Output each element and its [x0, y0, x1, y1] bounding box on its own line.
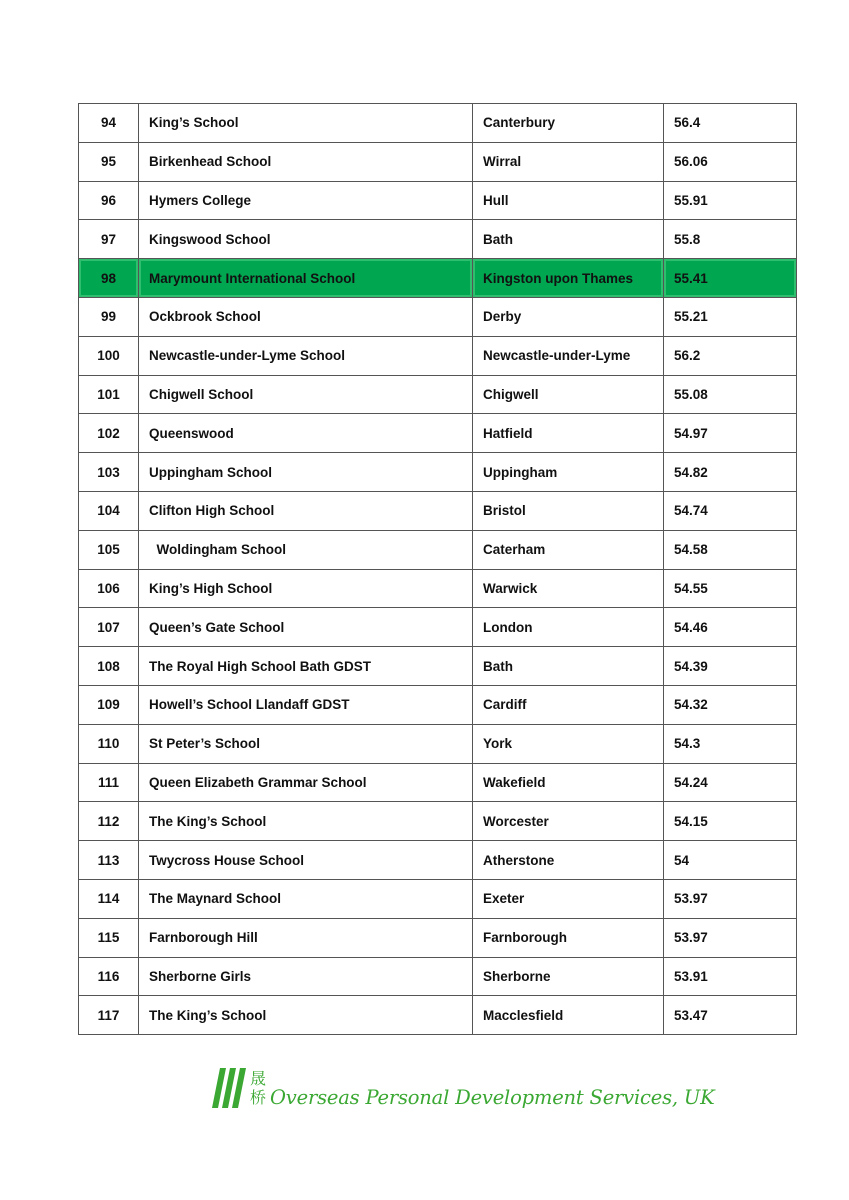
rank-cell: 108 [79, 647, 139, 686]
table-row [79, 259, 797, 298]
table-row [79, 220, 797, 259]
town-cell: Wirral [473, 142, 664, 181]
school-name-cell: Ockbrook School [139, 297, 473, 336]
rank-cell: 117 [79, 996, 139, 1035]
company-name: Overseas Personal Development Services, UK [270, 1085, 715, 1109]
school-name-cell: Sherborne Girls [139, 957, 473, 996]
school-name-cell: Birkenhead School [139, 142, 473, 181]
score-cell: 55.8 [664, 220, 797, 259]
score-cell: 56.06 [664, 142, 797, 181]
rank-cell: 101 [79, 375, 139, 414]
table-row [79, 569, 797, 608]
score-cell: 53.97 [664, 918, 797, 957]
school-name-cell: Uppingham School [139, 453, 473, 492]
score-cell: 56.2 [664, 336, 797, 375]
school-name-cell: The King’s School [139, 802, 473, 841]
score-cell: 54.46 [664, 608, 797, 647]
table-row [79, 647, 797, 686]
school-name-cell: Clifton High School [139, 491, 473, 530]
score-cell: 54 [664, 841, 797, 880]
score-cell: 55.91 [664, 181, 797, 220]
town-cell: Cardiff [473, 685, 664, 724]
school-name-cell: Chigwell School [139, 375, 473, 414]
score-cell: 55.41 [664, 259, 797, 298]
score-cell: 53.47 [664, 996, 797, 1035]
score-cell: 55.21 [664, 297, 797, 336]
rank-cell: 111 [79, 763, 139, 802]
town-cell: Hatfield [473, 414, 664, 453]
company-logo [212, 1066, 715, 1110]
table-row [79, 530, 797, 569]
rank-cell: 110 [79, 724, 139, 763]
table-row [79, 802, 797, 841]
rank-cell: 95 [79, 142, 139, 181]
school-name-cell: Queen’s Gate School [139, 608, 473, 647]
school-ranking-table [78, 103, 797, 1035]
town-cell: Exeter [473, 879, 664, 918]
table-row [79, 724, 797, 763]
rank-cell: 115 [79, 918, 139, 957]
rank-cell: 112 [79, 802, 139, 841]
table-row [79, 336, 797, 375]
rank-cell: 113 [79, 841, 139, 880]
school-name-cell: King’s School [139, 104, 473, 143]
score-cell: 54.15 [664, 802, 797, 841]
town-cell: Sherborne [473, 957, 664, 996]
score-cell: 56.4 [664, 104, 797, 143]
table-row [79, 375, 797, 414]
score-cell: 54.3 [664, 724, 797, 763]
town-cell: London [473, 608, 664, 647]
town-cell: Uppingham [473, 453, 664, 492]
rank-cell: 106 [79, 569, 139, 608]
school-name-cell: Marymount International School [139, 259, 473, 298]
score-cell: 54.74 [664, 491, 797, 530]
school-name-cell: Queen Elizabeth Grammar School [139, 763, 473, 802]
school-name-cell: St Peter’s School [139, 724, 473, 763]
logo-chinese-characters [250, 1069, 266, 1107]
rank-cell: 99 [79, 297, 139, 336]
town-cell: Kingston upon Thames [473, 259, 664, 298]
score-cell: 55.08 [664, 375, 797, 414]
town-cell: Warwick [473, 569, 664, 608]
town-cell: Bristol [473, 491, 664, 530]
table-row [79, 491, 797, 530]
score-cell: 54.55 [664, 569, 797, 608]
school-name-cell: Twycross House School [139, 841, 473, 880]
rank-cell: 97 [79, 220, 139, 259]
rank-cell: 114 [79, 879, 139, 918]
rank-cell: 109 [79, 685, 139, 724]
score-cell: 54.24 [664, 763, 797, 802]
score-cell: 53.91 [664, 957, 797, 996]
school-name-cell: Farnborough Hill [139, 918, 473, 957]
town-cell: Wakefield [473, 763, 664, 802]
table-row [79, 297, 797, 336]
town-cell: Hull [473, 181, 664, 220]
rank-cell: 100 [79, 336, 139, 375]
town-cell: Chigwell [473, 375, 664, 414]
table-row [79, 879, 797, 918]
school-name-cell: The King’s School [139, 996, 473, 1035]
school-name-cell: Newcastle-under-Lyme School [139, 336, 473, 375]
logo-char-top: 晟 [250, 1069, 267, 1088]
town-cell: Newcastle-under-Lyme [473, 336, 664, 375]
table-row [79, 763, 797, 802]
table-row [79, 104, 797, 143]
town-cell: Bath [473, 647, 664, 686]
school-name-cell: King’s High School [139, 569, 473, 608]
school-name-cell: The Maynard School [139, 879, 473, 918]
table-row [79, 414, 797, 453]
table-row [79, 918, 797, 957]
logo-char-bottom: 桥 [250, 1088, 267, 1107]
ranking-table-body [79, 104, 797, 1035]
school-name-cell: Queenswood [139, 414, 473, 453]
table-row [79, 453, 797, 492]
score-cell: 54.39 [664, 647, 797, 686]
town-cell: York [473, 724, 664, 763]
town-cell: Caterham [473, 530, 664, 569]
table-row [79, 142, 797, 181]
slanted-bars-logo-icon [212, 1068, 246, 1108]
school-name-cell: Hymers College [139, 181, 473, 220]
town-cell: Macclesfield [473, 996, 664, 1035]
town-cell: Farnborough [473, 918, 664, 957]
rank-cell: 102 [79, 414, 139, 453]
rank-cell: 94 [79, 104, 139, 143]
table-row [79, 181, 797, 220]
school-name-cell: Kingswood School [139, 220, 473, 259]
rank-cell: 98 [79, 259, 139, 298]
score-cell: 54.32 [664, 685, 797, 724]
town-cell: Bath [473, 220, 664, 259]
town-cell: Canterbury [473, 104, 664, 143]
table-row [79, 841, 797, 880]
score-cell: 54.82 [664, 453, 797, 492]
score-cell: 54.58 [664, 530, 797, 569]
rank-cell: 107 [79, 608, 139, 647]
school-name-cell: The Royal High School Bath GDST [139, 647, 473, 686]
table-row [79, 608, 797, 647]
town-cell: Derby [473, 297, 664, 336]
table-row [79, 957, 797, 996]
rank-cell: 96 [79, 181, 139, 220]
school-name-cell: Woldingham School [139, 530, 473, 569]
rank-cell: 104 [79, 491, 139, 530]
table-row [79, 685, 797, 724]
table-row [79, 996, 797, 1035]
score-cell: 53.97 [664, 879, 797, 918]
score-cell: 54.97 [664, 414, 797, 453]
town-cell: Worcester [473, 802, 664, 841]
rank-cell: 105 [79, 530, 139, 569]
rank-cell: 116 [79, 957, 139, 996]
town-cell: Atherstone [473, 841, 664, 880]
school-name-cell: Howell’s School Llandaff GDST [139, 685, 473, 724]
rank-cell: 103 [79, 453, 139, 492]
